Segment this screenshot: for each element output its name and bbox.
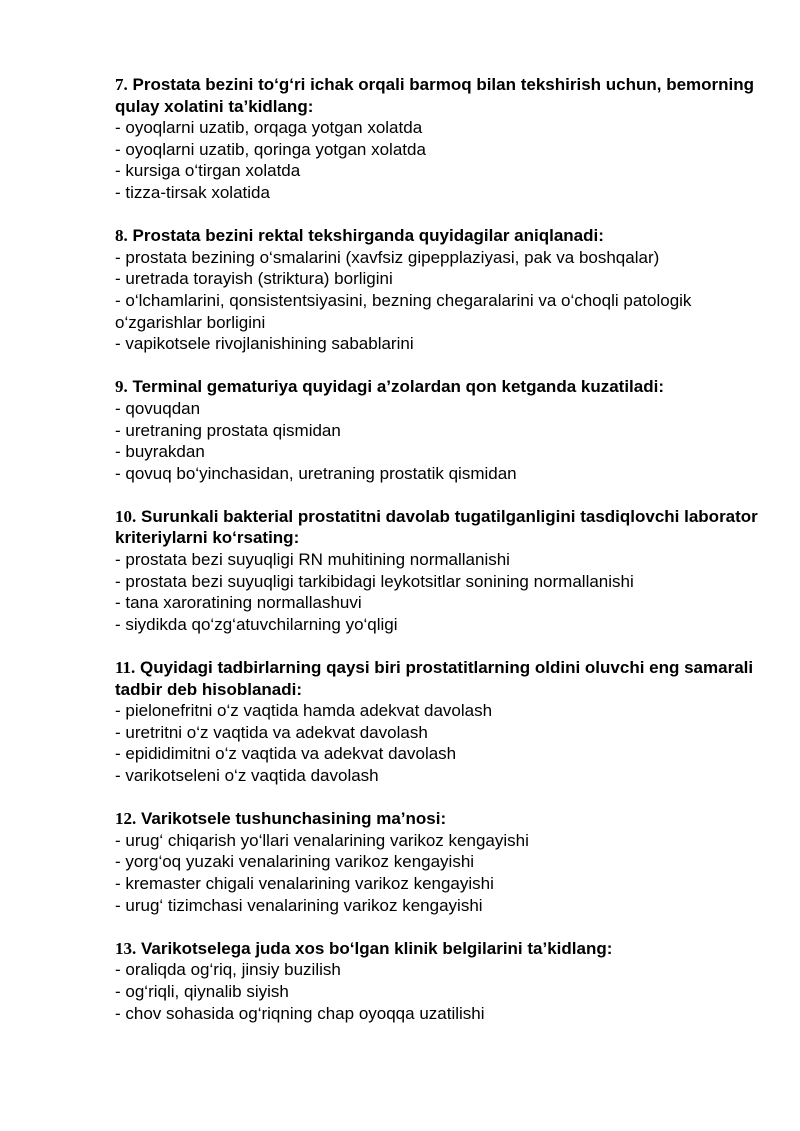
question-number: 11.	[115, 658, 136, 678]
question-title	[115, 938, 775, 960]
answer-option: - siydikda qo‘zg‘atuvchilarning yo‘qligi	[115, 614, 398, 634]
question-8	[115, 225, 775, 355]
answer-option: - uretritni o‘z vaqtida va adekvat davolash	[115, 722, 428, 742]
answer-options	[115, 398, 775, 484]
question-number: 7.	[115, 75, 128, 94]
question-13	[115, 938, 775, 1024]
answer-option: - vapikotsele rivojlanishining sabablarini	[115, 334, 414, 354]
question-title	[115, 808, 775, 830]
answer-option: - kremaster chigali venalarining varikoz kengayishi	[115, 873, 494, 893]
answer-option: - oyoqlarni uzatib, orqaga yotgan xolatda	[115, 118, 423, 138]
question-title	[115, 657, 775, 700]
answer-options	[115, 830, 775, 916]
answer-option: - oyoqlarni uzatib, qoringa yotgan xolatda	[115, 139, 426, 159]
question-7	[115, 74, 775, 204]
answer-option: - yorg‘oq yuzaki venalarining varikoz kengayishi	[115, 852, 475, 872]
answer-options	[115, 247, 775, 355]
answer-option: - buyrakdan	[115, 442, 205, 462]
question-text: Terminal gematuriya quyidagi a’zolardan qon ketganda kuzatiladi:	[132, 377, 664, 397]
answer-options	[115, 959, 775, 1024]
question-title	[115, 506, 775, 549]
question-text: Varikotselega juda xos bo‘lgan klinik belgilarini ta’kidlang:	[140, 938, 613, 958]
answer-option: - uretraning prostata qismidan	[115, 420, 341, 440]
answer-option: - o‘lchamlarini, qonsistentsiyasini, bezning chegaralarini va o‘choqli patologik o‘zgarishlar borligini	[115, 290, 692, 332]
question-12	[115, 808, 775, 916]
question-number: 13.	[115, 938, 137, 958]
answer-option: - qovuq bo‘yinchasidan, uretraning prostatik qismidan	[115, 463, 517, 483]
question-text: Surunkali bakterial prostatitni davolab tugatilganligini tasdiqlovchi laborator kriteriylarni ko‘rsating:	[115, 506, 758, 548]
answer-option: - kursiga o‘tirgan xolatda	[115, 161, 301, 181]
question-title	[115, 74, 775, 117]
answer-option: - chov sohasida og‘riqning chap oyoqqa uzatilishi	[115, 1003, 485, 1023]
question-11	[115, 657, 775, 787]
answer-options	[115, 117, 775, 203]
question-number: 10.	[115, 506, 137, 526]
answer-option: - oraliqda og‘riq, jinsiy buzilish	[115, 960, 341, 980]
question-9	[115, 376, 775, 484]
answer-option: - prostata bezi suyuqligi RN muhitining normallanishi	[115, 550, 510, 570]
answer-option: - og‘riqli, qiynalib siyish	[115, 981, 289, 1001]
answer-option: - pielonefritni o‘z vaqtida hamda adekvat davolash	[115, 701, 493, 721]
question-title	[115, 376, 775, 398]
question-text: Prostata bezini to‘g‘ri ichak orqali barmoq bilan tekshirish uchun, bemorning qulay xolatini ta’kidlang:	[115, 75, 755, 116]
answer-option: - urug‘ tizimchasi venalarining varikoz kengayishi	[115, 895, 483, 915]
answer-option: - tizza-tirsak xolatida	[115, 182, 270, 202]
answer-option: - qovuqdan	[115, 398, 201, 418]
answer-option: - prostata bezining o‘smalarini (xavfsiz gipepplaziyasi, pak va boshqalar)	[115, 247, 660, 267]
answer-options	[115, 700, 775, 786]
question-text: Quyidagi tadbirlarning qaysi biri prostatitlarning oldini oluvchi eng samarali tadbir deb hisoblanadi:	[115, 658, 754, 699]
answer-option: - varikotseleni o‘z vaqtida davolash	[115, 766, 379, 785]
answer-option: - tana xaroratining normallashuvi	[115, 593, 362, 613]
answer-option: - urug‘ chiqarish yo‘llari venalarining varikoz kengayishi	[115, 830, 529, 850]
question-number: 9.	[115, 377, 128, 397]
question-title	[115, 225, 775, 247]
question-10	[115, 506, 775, 636]
question-text: Prostata bezini rektal tekshirganda quyidagilar aniqlanadi:	[132, 226, 604, 246]
answer-option: - prostata bezi suyuqligi tarkibidagi leykotsitlar sonining normallanishi	[115, 571, 634, 591]
question-number: 8.	[115, 226, 128, 246]
answer-options	[115, 549, 775, 635]
question-text: Varikotsele tushunchasining ma’nosi:	[140, 809, 447, 829]
answer-option: - epididimitni o‘z vaqtida va adekvat davolash	[115, 744, 457, 764]
answer-option: - uretrada torayish (striktura) borligini	[115, 269, 393, 289]
document-page	[115, 74, 775, 1046]
question-number: 12.	[115, 809, 137, 829]
